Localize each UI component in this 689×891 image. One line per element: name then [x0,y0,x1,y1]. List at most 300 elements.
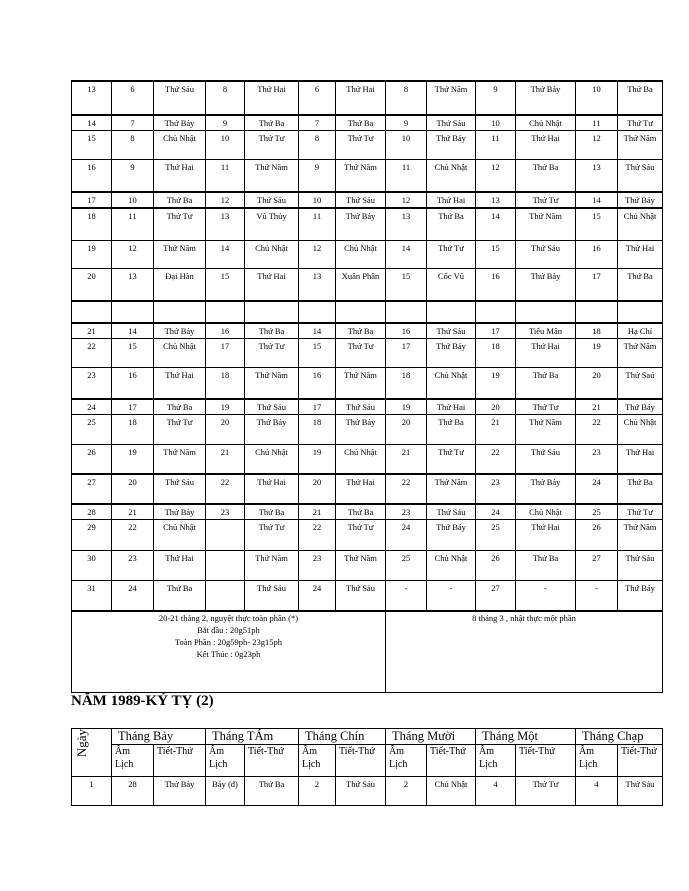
table-cell: Thứ Ba [245,115,299,131]
month-header: Tháng Bảy [112,729,206,745]
table-cell: Thứ Tư [516,399,576,415]
table-cell: 21 [576,399,618,415]
table-row [72,474,663,504]
table-cell: Thứ Ba [618,81,663,115]
table-cell: 13 [206,208,245,241]
table-cell: Thứ Năm [427,474,476,504]
table-cell: Thứ Tư [336,339,386,368]
table-cell: - [576,581,618,612]
table-cell: 2 [386,777,427,806]
table-cell: Thứ Tư [516,192,576,208]
table-cell: 17 [206,339,245,368]
sub-header: Âm Lịch [476,745,516,777]
table-cell: 14 [72,115,112,131]
table-cell: 17 [576,269,618,302]
table-cell: 31 [72,581,112,612]
table-cell: Thứ Bảy [516,269,576,302]
table-cell: 20 [576,368,618,400]
table-cell [206,581,245,612]
table-cell: 23 [206,504,245,520]
table-cell: Thứ Hai [516,339,576,368]
table-cell: Thứ Sáu [245,581,299,612]
sub-header: Tiết-Thứ [154,745,206,777]
table-cell: Thứ Hai [336,474,386,504]
table-cell: 6 [299,81,336,115]
table-cell: Thứ Năm [516,208,576,241]
table-cell: Chủ Nhật [427,777,476,806]
table-cell: 20 [476,399,516,415]
table-cell [154,301,206,323]
table-cell: Thứ Bảy [516,474,576,504]
table-cell: 16 [299,368,336,400]
table-cell: Tiểu Mãn [516,323,576,339]
table-cell: Thứ Bảy [245,415,299,445]
table-cell: Thứ Năm [618,131,663,160]
table-cell: 18 [112,415,154,445]
table-row [72,192,663,208]
table-row [72,504,663,520]
table-row [72,208,663,241]
table-cell: Thứ Sáu [336,399,386,415]
table-cell: Thứ Hai [154,551,206,581]
table-cell: 6 [112,81,154,115]
table-cell: 24 [299,581,336,612]
table-cell: 22 [299,520,336,551]
table-cell: 21 [206,445,245,475]
table-row [72,241,663,269]
table-cell: 21 [476,415,516,445]
table-cell: Thứ Bảy [154,115,206,131]
table-cell: Thứ Bảy [154,504,206,520]
note-line: Toàn Phần : 20g59ph- 23g15ph [174,637,283,647]
table-cell: 19 [299,445,336,475]
sub-header: Tiết-Thứ [245,745,299,777]
table-cell [618,301,663,323]
table-cell: 11 [576,115,618,131]
table-cell: Hạ Chí [618,323,663,339]
table-cell: 7 [112,115,154,131]
table-cell: 13 [576,160,618,193]
sub-header: Âm Lịch [386,745,427,777]
table-cell [476,301,516,323]
table-cell: Thứ Năm [336,368,386,400]
eclipse-note-right: 8 tháng 3 , nhật thực một phần [386,611,663,693]
table-cell: Thứ Hai [245,81,299,115]
table-cell: 12 [576,131,618,160]
table-cell: 22 [72,339,112,368]
table-cell: 20 [72,269,112,302]
table-cell: 13 [476,192,516,208]
table-cell: Thứ Tư [336,520,386,551]
table-cell: Chủ Nhật [427,551,476,581]
table-cell: Thứ Hai [618,445,663,475]
table-row [72,323,663,339]
table-cell: 13 [72,81,112,115]
table-cell: 10 [576,81,618,115]
table-cell: 16 [72,160,112,193]
table-cell: 14 [112,323,154,339]
table-cell: Thứ Năm [245,551,299,581]
table-cell: 22 [576,415,618,445]
table-cell: Thứ Năm [245,160,299,193]
table-cell: Thứ Ba [427,208,476,241]
table-cell [299,301,336,323]
table-cell: Thứ Ba [516,551,576,581]
table-cell: 23 [386,504,427,520]
table-cell: 24 [386,520,427,551]
table-cell: 23 [299,551,336,581]
sub-header: Âm Lịch [206,745,245,777]
table-cell: Chủ Nhật [154,520,206,551]
table-cell: 19 [576,339,618,368]
table-cell: - [386,581,427,612]
table-cell [427,301,476,323]
table-cell: 14 [299,323,336,339]
table-cell: Thứ Ba [618,474,663,504]
table-cell: Thứ Sáu [618,160,663,193]
table-cell: Thứ Sáu [516,445,576,475]
table-row [72,160,663,193]
table-cell: 19 [72,241,112,269]
table-cell: 12 [206,192,245,208]
table-cell: 13 [299,269,336,302]
table-cell: 21 [112,504,154,520]
table-cell: Thứ Ba [245,777,299,806]
table-cell: Chủ Nhật [336,445,386,475]
table-cell: Thứ Sáu [245,399,299,415]
table-cell: 9 [299,160,336,193]
table-cell: Thứ Sáu [618,551,663,581]
table-cell: Chủ Nhật [154,131,206,160]
table-cell: 25 [476,520,516,551]
note-line: Kết Thúc : 0g23ph [196,649,261,659]
table-cell: 26 [576,520,618,551]
table-cell: Thứ Ba [154,581,206,612]
table-cell: Thứ Năm [336,160,386,193]
table-cell: 16 [476,269,516,302]
table-cell: 11 [206,160,245,193]
table-cell: Thứ Sáu [245,192,299,208]
table-cell [72,301,112,323]
table-cell: 18 [576,323,618,339]
day-header: Ngày [74,729,89,758]
sub-header: Âm Lịch [112,745,154,777]
table-cell: Thứ Hai [245,474,299,504]
table-cell: Thứ Hai [516,131,576,160]
table-cell: Chủ Nhật [516,115,576,131]
table-cell: 13 [386,208,427,241]
table-cell: 15 [386,269,427,302]
table-cell: 16 [386,323,427,339]
table-cell: 2 [299,777,336,806]
table-row [72,301,663,323]
table-cell: Thứ Ba [516,368,576,400]
table-cell: 10 [299,192,336,208]
table-cell: Thứ Ba [336,115,386,131]
table-cell: 21 [299,504,336,520]
table-cell: Chủ Nhật [245,445,299,475]
table-cell: Thứ Tư [245,520,299,551]
table-cell: 24 [476,504,516,520]
table-cell: 9 [476,81,516,115]
table-cell: Thứ Tư [336,131,386,160]
table-cell: 12 [386,192,427,208]
note-line: Bắt đầu : 20g51ph [197,625,260,635]
table-cell: 26 [72,445,112,475]
table-cell: 20 [299,474,336,504]
table-cell: Thứ Bảy [618,581,663,612]
sub-header: Tiết-Thứ [618,745,663,777]
note-line: 20-21 tháng 2, nguyệt thực toàn phần (*) [158,613,299,623]
table-cell: 11 [476,131,516,160]
table-cell: 15 [576,208,618,241]
calendar-table-part1 [71,80,663,693]
table-cell: Thứ Sáu [336,777,386,806]
table-cell: 20 [206,415,245,445]
table-cell: Thứ Tư [516,777,576,806]
table-row [72,520,663,551]
table-cell: Thứ Năm [516,415,576,445]
table-cell: Thứ Sáu [154,474,206,504]
table-cell: 26 [476,551,516,581]
table-cell: 8 [206,81,245,115]
table-cell: 4 [476,777,516,806]
table-cell: 12 [299,241,336,269]
table-cell: 8 [299,131,336,160]
table-cell: Thứ Tư [245,339,299,368]
table-cell: Thứ Bảy [516,81,576,115]
table-cell: 27 [72,474,112,504]
table-cell: 28 [112,777,154,806]
table-row [72,399,663,415]
table-cell: 22 [476,445,516,475]
table-row [72,415,663,445]
table-cell: 29 [72,520,112,551]
table-cell: 25 [72,415,112,445]
table-cell [516,301,576,323]
table-cell: 22 [386,474,427,504]
table-cell: 19 [386,399,427,415]
sub-header: Tiết-Thứ [336,745,386,777]
calendar-table-part2 [71,728,663,806]
table-cell: Chủ Nhật [427,160,476,193]
table-cell: Thứ Ba [154,399,206,415]
table-cell: 24 [112,581,154,612]
table-cell: 17 [476,323,516,339]
table-cell: Thứ Năm [154,241,206,269]
table-cell: Thứ Hai [618,241,663,269]
table-cell: 9 [386,115,427,131]
table-cell [206,551,245,581]
table-cell: Thứ Ba [245,323,299,339]
table-cell: Thứ Hai [154,368,206,400]
notes-row [72,611,663,693]
table-cell: 11 [299,208,336,241]
table-row [72,115,663,131]
table-cell: - [427,581,476,612]
table-cell [336,301,386,323]
table-cell: Thứ Tư [154,208,206,241]
table-cell: 15 [112,339,154,368]
table-cell: Cốc Vũ [427,269,476,302]
table-cell: 19 [206,399,245,415]
table-cell: Thứ Hai [245,269,299,302]
table-cell: Thứ Sáu [154,81,206,115]
table-cell: 8 [386,81,427,115]
table-cell: 15 [206,269,245,302]
table-cell: Thứ Hai [427,192,476,208]
table-cell: 9 [112,160,154,193]
table-cell: 19 [112,445,154,475]
table-cell: Chủ Nhật [618,208,663,241]
table-cell: Thứ Ba [336,504,386,520]
table-cell: Thứ Bảy [336,415,386,445]
table-cell: 10 [112,192,154,208]
table-row [72,368,663,400]
table-cell: Thứ Bảy [618,399,663,415]
table-cell: Thứ Năm [618,520,663,551]
month-header: Tháng Chạp [576,729,663,745]
table-cell: 20 [112,474,154,504]
sub-header: Tiết-Thứ [516,745,576,777]
table-cell: 18 [72,208,112,241]
table-row [72,551,663,581]
table-cell [206,301,245,323]
table-cell: Thứ Sáu [427,504,476,520]
table-cell: Thứ Tư [618,504,663,520]
table-cell: Thứ Sáu [618,777,663,806]
table-cell: Thứ Ba [336,323,386,339]
table-cell: 15 [72,131,112,160]
table-cell: Chủ Nhật [427,368,476,400]
table-cell: Chủ Nhật [618,415,663,445]
table-cell: Thứ Bảy [427,131,476,160]
eclipse-note-left [72,611,386,693]
table-cell: 10 [476,115,516,131]
table-cell: 14 [206,241,245,269]
table-cell: Chủ Nhật [245,241,299,269]
table-cell: 14 [386,241,427,269]
table-cell: Thứ Ba [427,415,476,445]
table-cell: 24 [576,474,618,504]
table-cell: - [516,581,576,612]
month-header: Tháng TÁm [206,729,299,745]
table-cell: Thứ Hai [336,81,386,115]
table-cell: 19 [476,368,516,400]
table-cell: Thứ Năm [336,551,386,581]
table-cell: 21 [386,445,427,475]
table-cell: 14 [576,192,618,208]
table-cell: Thứ Tư [427,241,476,269]
day-header-cell [72,729,112,777]
table-cell: 23 [476,474,516,504]
table-cell: 18 [206,368,245,400]
table-cell: 24 [72,399,112,415]
table-cell: Thứ Năm [245,368,299,400]
table-cell: 25 [386,551,427,581]
table-cell: Thứ Bảy [618,192,663,208]
table-cell [386,301,427,323]
table-cell: 22 [206,474,245,504]
table-cell: Thứ Tư [618,115,663,131]
table-cell: 23 [72,368,112,400]
table-cell: 10 [206,131,245,160]
table-cell: Thứ Ba [516,160,576,193]
table-row [72,269,663,302]
table-cell: 17 [72,192,112,208]
table-cell: Xuân Phân [336,269,386,302]
table-cell: Thứ Năm [618,339,663,368]
table-cell: Thứ Sáu [427,323,476,339]
table-cell: 20 [386,415,427,445]
table-row [72,81,663,115]
table-cell: 23 [576,445,618,475]
section-title: NĂM 1989-KỶ TỴ (2) [71,693,214,709]
month-header: Tháng Chín [299,729,386,745]
table-cell: Thứ Ba [245,504,299,520]
table-cell: Thứ Sáu [336,581,386,612]
table-cell: 14 [476,208,516,241]
table-cell: Thứ Tư [154,415,206,445]
table-cell: Thứ Bảy [154,777,206,806]
table-cell: 23 [112,551,154,581]
table-cell: Thứ Saú [618,368,663,400]
table-cell: 18 [476,339,516,368]
table-cell: 27 [576,551,618,581]
table-cell: 4 [576,777,618,806]
table-cell: 16 [576,241,618,269]
table-cell: 27 [476,581,516,612]
table-row [72,581,663,612]
sub-header: Tiết-Thứ [427,745,476,777]
table-cell: Đại Hàn [154,269,206,302]
table-cell: Thứ Năm [154,445,206,475]
table-cell: 13 [112,269,154,302]
table-row [72,445,663,475]
table-cell: 18 [386,368,427,400]
table-cell: 12 [476,160,516,193]
table-cell: 12 [112,241,154,269]
month-header: Tháng Một [476,729,576,745]
table-cell: 28 [72,504,112,520]
table-cell: Thứ Hai [154,160,206,193]
table-row [72,777,663,806]
table-cell: 7 [299,115,336,131]
table-cell: Thứ Bảy [154,323,206,339]
table-cell: 9 [206,115,245,131]
table-cell [576,301,618,323]
table-cell: 25 [576,504,618,520]
table-cell: Vũ Thủy [245,208,299,241]
table-cell: Chủ Nhật [154,339,206,368]
table-cell: Thứ Sáu [427,115,476,131]
table-cell: 22 [112,520,154,551]
table-cell: 16 [112,368,154,400]
table-cell: Thứ Bảy [336,208,386,241]
sub-header: Âm Lịch [576,745,618,777]
table-cell: 18 [299,415,336,445]
table-cell: 30 [72,551,112,581]
table-cell: Thứ Bảy [427,520,476,551]
table-cell: Thứ Sáu [516,241,576,269]
table-cell: Thứ Ba [618,269,663,302]
table-cell: 16 [206,323,245,339]
table-cell: Thứ Hai [516,520,576,551]
table-cell: 8 [112,131,154,160]
table-cell [112,301,154,323]
table-row [72,339,663,368]
table-cell: Chủ Nhật [336,241,386,269]
